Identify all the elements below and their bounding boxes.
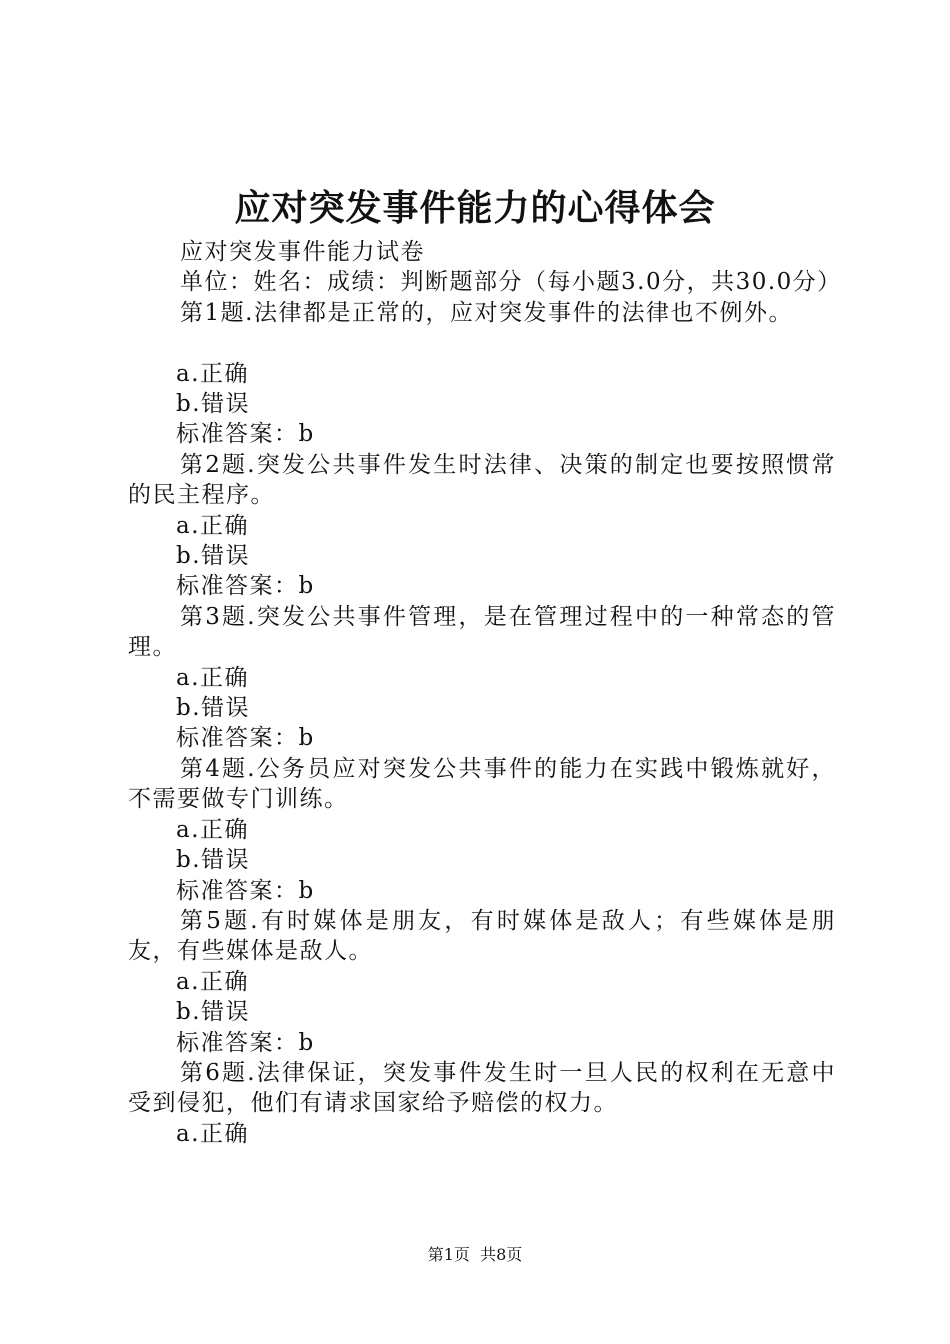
question-block bbox=[128, 754, 836, 906]
question-text: 第1题.法律都是正常的，应对突发事件的法律也不例外。 bbox=[180, 299, 793, 326]
question-block bbox=[128, 298, 836, 450]
page-number: 第1页 bbox=[427, 1245, 470, 1264]
page-footer bbox=[0, 1243, 950, 1267]
blank-line bbox=[128, 328, 836, 358]
option-a: a.正确 bbox=[176, 968, 250, 995]
option-b: b.错误 bbox=[176, 847, 251, 874]
document-body bbox=[128, 237, 842, 1149]
option-b: b.错误 bbox=[176, 999, 251, 1026]
question-text: 第3题.突发公共事件管理，是在管理过程中的一种常态的管理。 bbox=[128, 603, 836, 661]
option-a: a.正确 bbox=[176, 664, 250, 691]
footer-spacer bbox=[470, 1245, 480, 1264]
option-a: a.正确 bbox=[176, 512, 250, 539]
standard-answer: 标准答案：b bbox=[176, 725, 315, 752]
question-block bbox=[128, 450, 836, 602]
option-a: a.正确 bbox=[176, 816, 250, 843]
question-block bbox=[128, 602, 836, 754]
standard-answer: 标准答案：b bbox=[176, 1029, 315, 1056]
question-text: 第6题.法律保证，突发事件发生时一旦人民的权利在无意中受到侵犯，他们有请求国家给予赔偿的权力。 bbox=[128, 1059, 836, 1117]
option-a: a.正确 bbox=[176, 1120, 250, 1147]
question-text: 第5题.有时媒体是朋友，有时媒体是敌人；有些媒体是朋友，有些媒体是敌人。 bbox=[128, 907, 836, 965]
document-title: 应对突发事件能力的心得体会 bbox=[234, 187, 716, 229]
exam-title: 应对突发事件能力试卷 bbox=[180, 239, 425, 265]
option-b: b.错误 bbox=[176, 543, 251, 570]
question-block bbox=[128, 906, 836, 1058]
standard-answer: 标准答案：b bbox=[176, 421, 315, 448]
question-block bbox=[128, 1058, 836, 1149]
option-b: b.错误 bbox=[176, 391, 251, 418]
standard-answer: 标准答案：b bbox=[176, 877, 315, 904]
exam-header-line: 单位：姓名：成绩：判断题部分（每小题3.0分，共30.0分） bbox=[180, 269, 842, 296]
standard-answer: 标准答案：b bbox=[176, 573, 315, 600]
question-text: 第4题.公务员应对突发公共事件的能力在实践中锻炼就好，不需要做专门训练。 bbox=[128, 755, 836, 813]
option-b: b.错误 bbox=[176, 695, 251, 722]
option-a: a.正确 bbox=[176, 360, 250, 387]
page-total: 共8页 bbox=[480, 1245, 523, 1264]
question-text: 第2题.突发公共事件发生时法律、决策的制定也要按照惯常的民主程序。 bbox=[128, 451, 836, 509]
